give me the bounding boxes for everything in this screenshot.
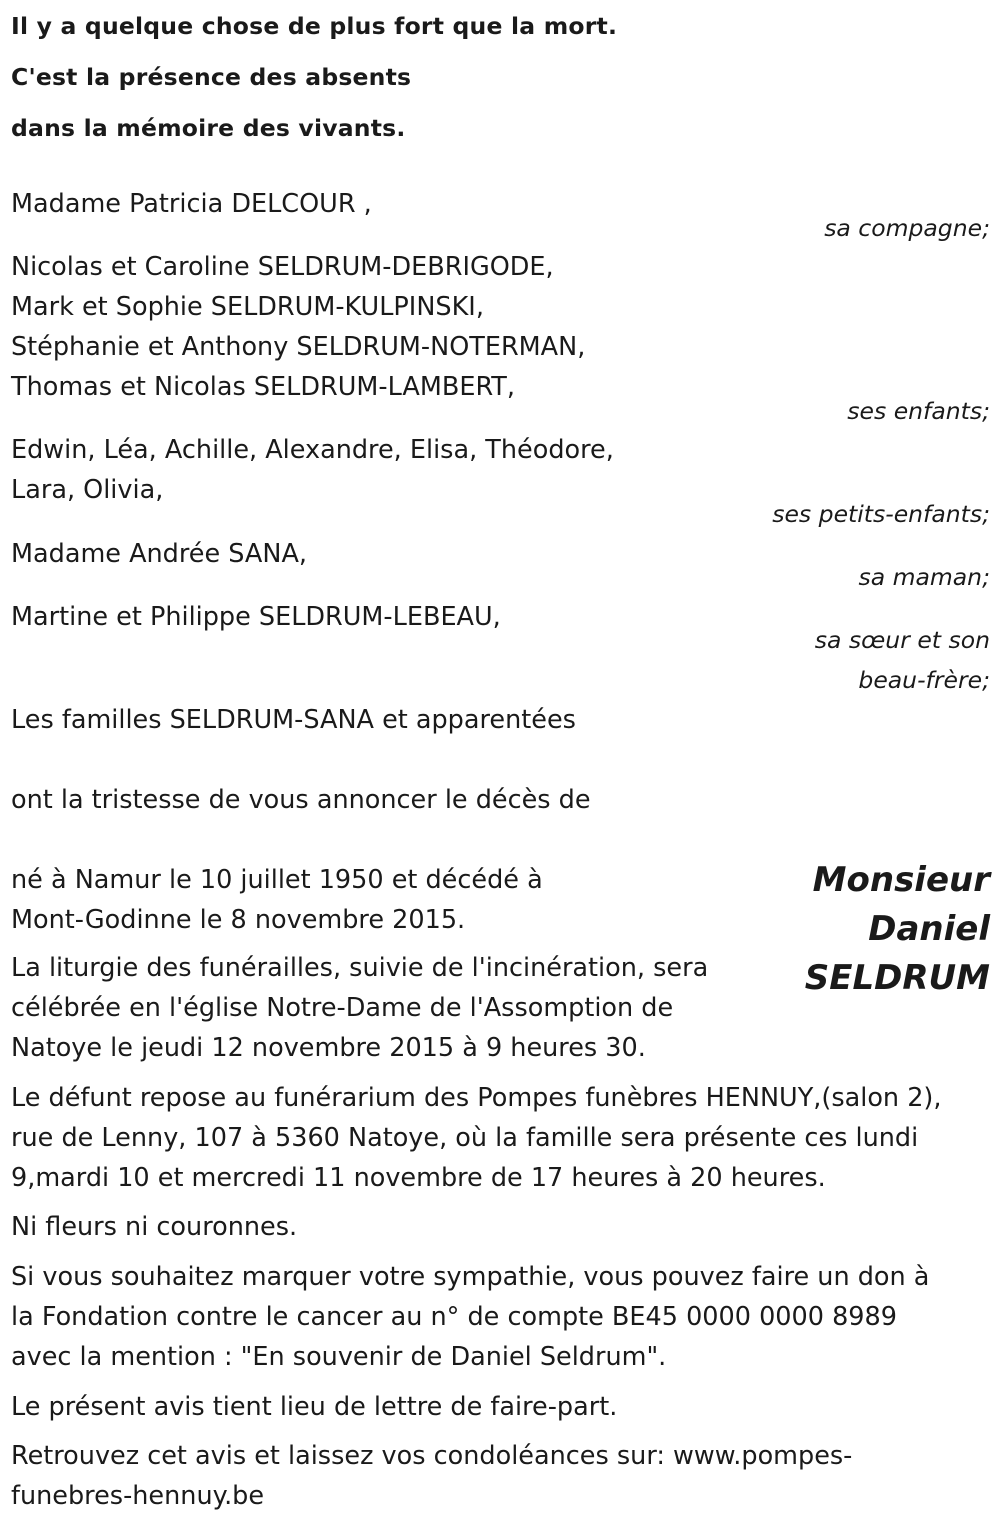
grandchildren-list [11,430,614,510]
deceased-title: Monsieur [812,860,990,900]
sister-role-line: sa sœur et son [814,626,990,654]
quote-line: C'est la présence des absents [11,63,412,91]
donation-line: Si vous souhaitez marquer votre sympathie, vous pouvez faire un don à [11,1262,930,1292]
companion-role: sa compagne; [824,214,990,242]
grandchildren-role: ses petits-enfants; [772,500,990,528]
quote-line: Il y a quelque chose de plus fort que la mort. [11,12,618,40]
donation-line: la Fondation contre le cancer au n° de compte BE45 0000 0000 8989 [11,1302,897,1332]
website-line[interactable]: funebres-hennuy.be [11,1481,265,1511]
deceased-name [805,856,990,1003]
liturgy-line: La liturgie des funérailles, suivie de l'incinération, sera [11,953,709,983]
grandchildren-line: Edwin, Léa, Achille, Alexandre, Elisa, Théodore, [11,435,614,465]
sister-name: Martine et Philippe SELDRUM-LEBEAU, [11,602,501,632]
birth-line: Mont-Godinne le 8 novembre 2015. [11,905,466,935]
quote-line: dans la mémoire des vivants. [11,114,406,142]
mother-role: sa maman; [858,563,990,591]
child-couple: Thomas et Nicolas SELDRUM-LAMBERT, [11,372,515,402]
sister-role [815,620,990,700]
liturgy-line: Natoye le jeudi 12 novembre 2015 à 9 heures 30. [11,1033,646,1063]
birth-death-info [11,860,543,940]
flowers-notice: Ni fleurs ni couronnes. [11,1212,298,1242]
grandchildren-line: Lara, Olivia, [11,475,164,505]
condolences-website [11,1436,852,1516]
mother-name: Madame Andrée SANA, [11,539,308,569]
sister-role-line: beau-frère; [858,666,990,694]
extended-families: Les familles SELDRUM-SANA et apparentées [11,705,576,735]
child-couple: Nicolas et Caroline SELDRUM-DEBRIGODE, [11,252,554,282]
announcement-text: ont la tristesse de vous annoncer le décès de [11,785,591,815]
children-role: ses enfants; [847,397,990,425]
child-couple: Mark et Sophie SELDRUM-KULPINSKI, [11,292,484,322]
website-line[interactable]: Retrouvez cet avis et laissez vos condoléances sur: www.pompes- [11,1441,853,1471]
children-list [11,247,585,407]
epitaph-quote [11,1,617,154]
child-couple: Stéphanie et Anthony SELDRUM-NOTERMAN, [11,332,586,362]
birth-line: né à Namur le 10 juillet 1950 et décédé à [11,865,543,895]
liturgy-info [11,948,708,1068]
repose-line: rue de Lenny, 107 à 5360 Natoye, où la famille sera présente ces lundi [11,1123,919,1153]
repose-line: 9,mardi 10 et mercredi 11 novembre de 17 heures à 20 heures. [11,1163,826,1193]
repose-info [11,1078,941,1198]
repose-line: Le défunt repose au funérarium des Pompes funèbres HENNUY,(salon 2), [11,1083,942,1113]
donation-line: avec la mention : "En souvenir de Daniel Seldrum". [11,1342,667,1372]
companion-name: Madame Patricia DELCOUR , [11,189,372,219]
deceased-last-name: SELDRUM [804,958,990,998]
donation-info [11,1257,929,1377]
faire-part-notice: Le présent avis tient lieu de lettre de faire-part. [11,1392,618,1422]
deceased-first-name: Daniel [868,909,990,949]
liturgy-line: célébrée en l'église Notre-Dame de l'Assomption de [11,993,674,1023]
